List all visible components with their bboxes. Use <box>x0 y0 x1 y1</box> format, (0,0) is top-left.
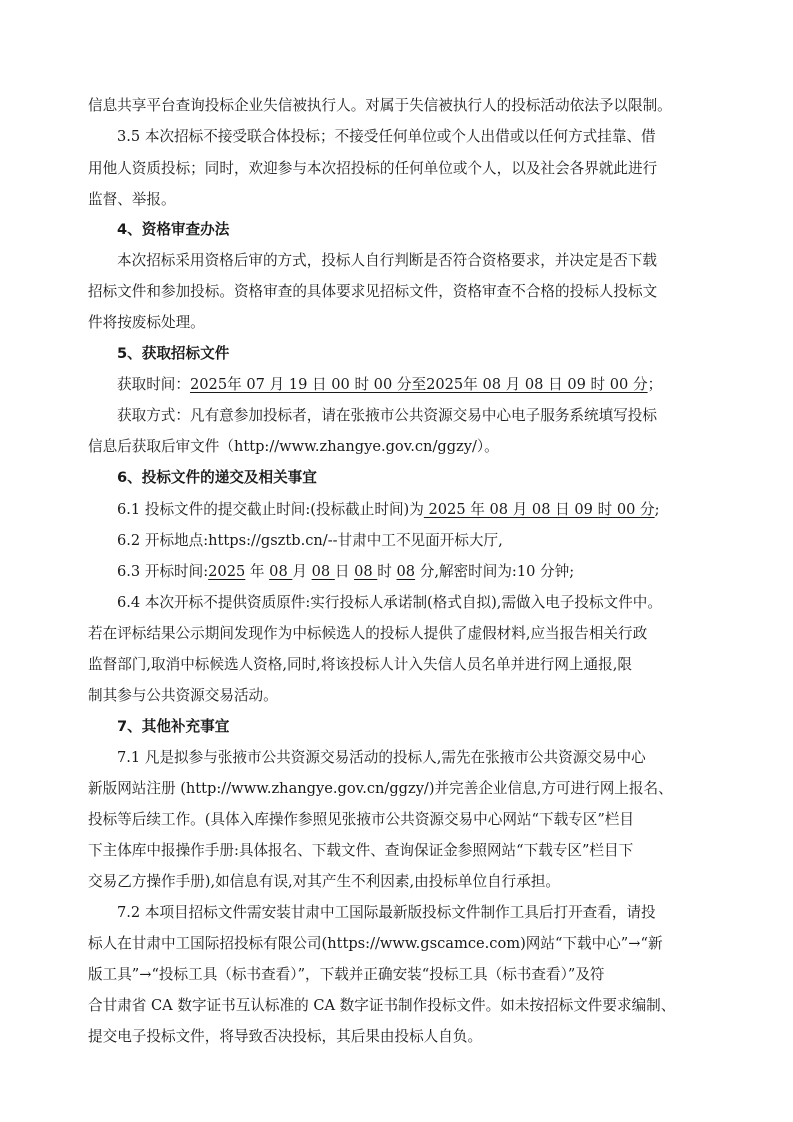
section-heading: 4、资格审查办法 <box>117 221 230 238</box>
punctuation: ； <box>647 376 663 393</box>
text-segment: 年 <box>245 563 270 580</box>
paragraph-line: 监督、举报。 <box>88 191 176 208</box>
paragraph-line: 标人在甘肃中工国际招投标有限公司(https://www.gscamce.com)网站“下载中心”→“新 <box>88 935 663 952</box>
paragraph-line: 本次招标采用资格后审的方式，投标人自行判断是否符合资格要求，并决定是否下载 <box>117 252 657 269</box>
paragraph-line: 获取方式：凡有意参加投标者，请在张掖市公共资源交易中心电子服务系统填写投标 <box>117 407 657 424</box>
paragraph-line: 提交电子投标文件，将导致否决投标，其后果由投标人自负。 <box>88 1028 483 1045</box>
underlined-value: 2025 年 08 月 08 日 09 时 00 分 <box>423 501 655 518</box>
paragraph-line: 3.5 本次招标不接受联合体投标；不接受任何单位或个人出借或以任何方式挂靠、借 <box>117 128 656 145</box>
text-segment: 月 <box>292 563 312 580</box>
underlined-value: 08 <box>311 563 335 580</box>
underlined-value: 08 <box>396 563 416 580</box>
underlined-value: 08 <box>354 563 378 580</box>
section-heading: 6、投标文件的递交及相关事宜 <box>117 469 317 486</box>
paragraph-line <box>117 562 728 584</box>
text-segment: 分,解密时间为:10 分钟; <box>415 563 575 580</box>
label-text: 6.1 投标文件的提交截止时间:(投标截止时间)为 <box>117 501 424 518</box>
paragraph-line: 信息共享平台查询投标企业失信被执行人。对属于失信被执行人的投标活动依法予以限制。 <box>88 97 672 114</box>
paragraph-line: 监督部门,取消中标候选人资格,同时,将该投标人计入失信人员名单并进行网上通报,限 <box>88 656 632 673</box>
paragraph-line: 制其参与公共资源交易活动。 <box>88 687 278 704</box>
paragraph-line <box>117 500 728 522</box>
paragraph-line: 若在评标结果公示期间发现作为中标候选人的投标人提供了虚假材料,应当报告相关行政 <box>88 625 648 642</box>
paragraph-line: 7.2 本项目招标文件需安装甘肃中工国际最新版投标文件制作工具后打开查看，请投 <box>117 904 656 921</box>
paragraph-line: 交易乙方操作手册),如信息有误,对其产生不利因素,由投标单位自行承担。 <box>88 873 561 890</box>
paragraph-line: 用他人资质投标；同时，欢迎参与本次招投标的任何单位或个人，以及社会各界就此进行 <box>88 160 658 177</box>
punctuation: ; <box>654 501 660 518</box>
paragraph-line: 投标等后续工作。(具体入库操作参照见张掖市公共资源交易中心网站“下载专区”栏目 <box>88 811 634 828</box>
paragraph-line: 招标文件和参加投标。资格审查的具体要求见招标文件，资格审查不合格的投标人投标文 <box>88 283 658 300</box>
underlined-value: 2025 <box>208 563 246 580</box>
paragraph-line: 版工具”→“投标工具（标书查看）”，下载并正确安装“投标工具（标书查看）”及符 <box>88 966 605 983</box>
paragraph-line: 件将按废标处理。 <box>88 314 205 331</box>
paragraph-line <box>117 375 728 397</box>
paragraph-line: 6.4 本次开标不提供资质原件:实行投标人承诺制(格式自拟),需做入电子投标文件中。 <box>117 594 662 611</box>
paragraph-line: 下主体库中报操作手册:具体报名、下载文件、查询保证金参照网站“下载专区”栏目下 <box>88 842 634 859</box>
underlined-value: 08 <box>269 563 293 580</box>
paragraph-line: 7.1 凡是拟参与张掖市公共资源交易活动的投标人,需先在张掖市公共资源交易中心 <box>117 749 646 766</box>
paragraph-line: 信息后获取后审文件（http://www.zhangye.gov.cn/ggzy/）。 <box>88 438 499 455</box>
label-text: 获取时间： <box>117 376 190 393</box>
text-segment: 日 <box>334 563 355 580</box>
paragraph-line: 6.2 开标地点:https://gsztb.cn/--甘肃中工不见面开标大厅, <box>117 532 503 549</box>
section-heading: 5、获取招标文件 <box>117 345 230 362</box>
section-heading: 7、其他补充事宜 <box>117 718 230 735</box>
underlined-value: 2025年 07 月 19 日 00 时 00 分至2025年 08 月 08 日 09 时 00 分 <box>189 376 648 393</box>
paragraph-line: 合甘肃省 CA 数字证书互认标准的 CA 数字证书制作投标文件。如未按招标文件要求编制、 <box>88 997 676 1014</box>
label-text: 6.3 开标时间: <box>117 563 209 580</box>
paragraph-line: 新版网站注册 (http://www.zhangye.gov.cn/ggzy/)并完善企业信息,方可进行网上报名、 <box>88 780 673 797</box>
text-segment: 时 <box>377 563 397 580</box>
